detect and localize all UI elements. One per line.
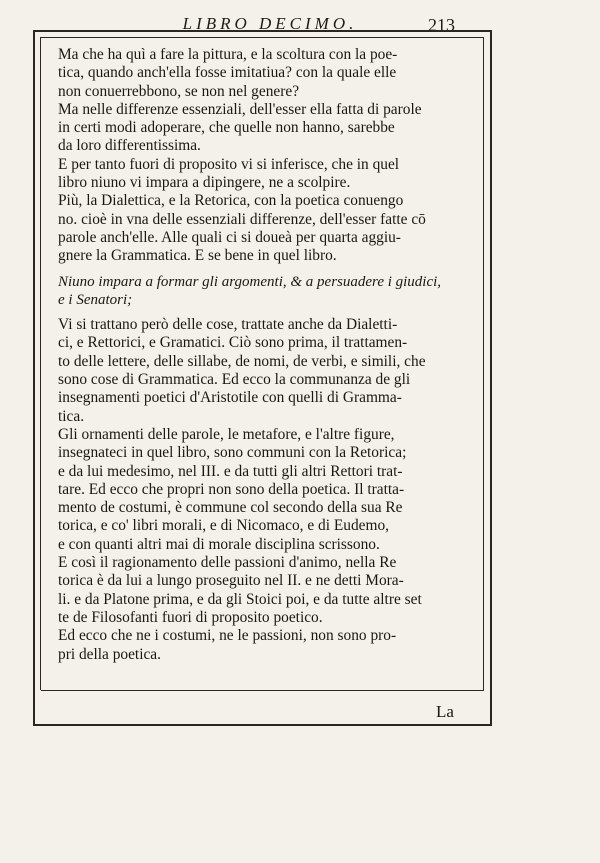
text-line: li. e da Platone prima, e da gli Stoici poi, e da tutte altre set (58, 590, 422, 608)
text-line: tica. (58, 407, 85, 425)
subheading-line: e i Senatori; (58, 291, 133, 308)
text-line: in certi modi adoperare, che quelle non hanno, sarebbe (58, 119, 395, 137)
text-line: Ed ecco che ne i costumi, ne le passioni, non sono pro- (58, 627, 397, 645)
frame-rule-left (40, 37, 41, 690)
text-line: E così il ragionamento delle passioni d'animo, nella Re (58, 554, 397, 572)
paragraph-5 (58, 316, 482, 426)
text-line: gnere la Grammatica. E se bene in quel libro. (58, 247, 337, 265)
spacer (58, 266, 482, 273)
text-line: Ma che ha quì a fare la pittura, e la scoltura con la poe- (58, 46, 398, 63)
text-line: torica è da lui a lungo proseguito nel II. e ne detti Mora- (58, 572, 404, 590)
paragraph-8 (58, 627, 482, 664)
text-line: non conuerrebbono, se non nel genere? (58, 82, 300, 100)
subheading-line: Niuno impara a formar gli argomenti, & a persuadere i giudici, (58, 273, 442, 290)
text-line: libro niuno vi impara a dipingere, ne a scolpire. (58, 174, 351, 192)
text-line: ci, e Rettorici, e Gramatici. Ciò sono prima, il trattamen- (58, 334, 408, 352)
text-line: E per tanto fuori di proposito vi si inferisce, che in quel (58, 155, 400, 173)
text-line: mento de costumi, è commune col secondo della sua Re (58, 499, 403, 517)
text-line: torica, e co' libri morali, e di Nicomaco, e di Eudemo, (58, 517, 389, 535)
text-line: insegnateci in quel libro, sono communi con la Retorica; (58, 444, 407, 462)
text-line: pri della poetica. (58, 645, 161, 663)
frame-rule-bottom (41, 690, 484, 691)
text-line: parole anch'elle. Alle quali ci si doueà per quarta aggiu- (58, 228, 401, 246)
subheading (58, 273, 482, 310)
page-number: 213 (428, 15, 455, 35)
spacer (58, 309, 482, 316)
paragraph-4 (58, 192, 482, 265)
text-line: tica, quando anch'ella fosse imitatiua? con la quale elle (58, 64, 397, 82)
text-line: to delle lettere, delle sillabe, de nomi, de verbi, e simili, che (58, 352, 426, 370)
paragraph-2 (58, 101, 482, 156)
running-title: LIBRO DECIMO. (182, 14, 358, 33)
body-text (58, 46, 482, 664)
paragraph-1 (58, 46, 482, 101)
text-line: no. cioè in vna delle essenziali differenze, dell'esser fatte cō (58, 210, 426, 228)
text-line: Vi si trattano però delle cose, trattate anche da Dialetti- (58, 316, 398, 334)
text-line: Gli ornamenti delle parole, le metafore, e l'altre figure, (58, 425, 395, 443)
text-line: Più, la Dialettica, e la Retorica, con la poetica conuengo (58, 192, 404, 210)
text-line: tare. Ed ecco che propri non sono della poetica. Il tratta- (58, 480, 405, 498)
paragraph-3 (58, 156, 482, 193)
catchword: La (436, 702, 454, 721)
frame-rule-top (41, 37, 484, 38)
text-line: te de Filosofanti fuori di proposito poetico. (58, 608, 323, 626)
frame-rule-right (483, 37, 484, 690)
paragraph-6 (58, 426, 482, 554)
text-line: da loro differentissima. (58, 137, 201, 155)
paragraph-7 (58, 554, 482, 627)
text-line: Ma nelle differenze essenziali, dell'esser ella fatta di parole (58, 100, 422, 118)
text-line: e con quanti altri mai di morale disciplina scrissono. (58, 535, 380, 553)
text-line: sono cose di Grammatica. Ed ecco la communanza de gli (58, 371, 411, 389)
text-line: e da lui medesimo, nel III. e da tutti gli altri Rettori trat- (58, 462, 403, 480)
text-line: insegnamenti poetici d'Aristotile con quelli di Gramma- (58, 389, 402, 407)
